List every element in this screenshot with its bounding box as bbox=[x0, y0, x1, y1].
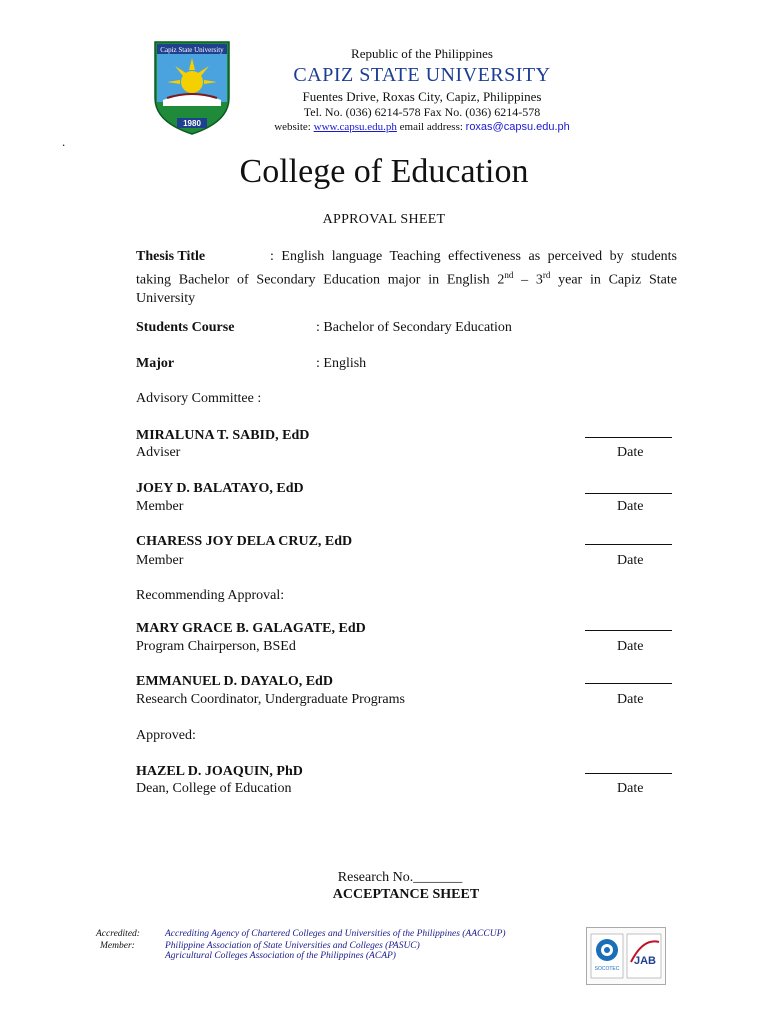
course-value: : Bachelor of Secondary Education bbox=[316, 320, 512, 335]
signature-line bbox=[585, 437, 672, 438]
acceptance-sheet-title: ACCEPTANCE SHEET bbox=[332, 887, 480, 902]
stray-dot: . bbox=[62, 134, 66, 149]
republic-line: Republic of the Philippines bbox=[351, 46, 493, 61]
signatory-role: Dean, College of Education bbox=[136, 781, 292, 796]
socotec-text: SOCOTEC bbox=[594, 966, 620, 972]
date-label: Date bbox=[617, 639, 644, 654]
thesis-title-end: year in Capiz State University bbox=[136, 272, 677, 306]
superscript-rd: rd bbox=[542, 270, 551, 280]
signature-line bbox=[585, 683, 672, 684]
signatory-name: HAZEL D. JOAQUIN, PhD bbox=[136, 764, 303, 779]
member-text-acap: Agricultural Colleges Association of the Philippines (ACAP) bbox=[165, 951, 396, 961]
university-seal-logo bbox=[153, 40, 231, 136]
signatory-role: Program Chairperson, BSEd bbox=[136, 639, 296, 654]
email-label: email address: bbox=[399, 121, 463, 133]
superscript-nd: nd bbox=[504, 270, 514, 280]
signatory-name: MARY GRACE B. GALAGATE, EdD bbox=[136, 621, 366, 636]
recommending-approval-label: Recommending Approval: bbox=[136, 588, 285, 603]
signatory-role: Member bbox=[136, 499, 184, 514]
signatory-role: Member bbox=[136, 553, 184, 568]
thesis-title-block bbox=[136, 248, 677, 308]
website-label: website: bbox=[274, 121, 311, 133]
signatory-name: EMMANUEL D. DAYALO, EdD bbox=[136, 674, 333, 689]
approved-label: Approved: bbox=[136, 728, 196, 743]
date-label: Date bbox=[617, 499, 644, 514]
approval-sheet-title: APPROVAL SHEET bbox=[322, 212, 446, 227]
date-label: Date bbox=[617, 445, 644, 460]
university-name: CAPIZ STATE UNIVERSITY bbox=[293, 64, 551, 86]
signatory-role: Research Coordinator, Undergraduate Programs bbox=[136, 692, 405, 707]
advisory-committee-label: Advisory Committee : bbox=[136, 391, 262, 406]
signatory-name: CHARESS JOY DELA CRUZ, EdD bbox=[136, 534, 353, 549]
college-title: College of Education bbox=[239, 153, 529, 190]
accredited-text: Accrediting Agency of Chartered Colleges and Universities of the Philippines (AACCUP) bbox=[165, 929, 506, 939]
major-value: : English bbox=[316, 356, 367, 371]
thesis-title-label: Thesis Title bbox=[136, 249, 206, 264]
member-text-pasuc: Philippine Association of State Universities and Colleges (PASUC) bbox=[165, 941, 420, 951]
signature-line bbox=[585, 630, 672, 631]
signature-line bbox=[585, 544, 672, 545]
certification-badges bbox=[586, 927, 666, 985]
major-label: Major bbox=[136, 356, 175, 371]
signatory-name: JOEY D. BALATAYO, EdD bbox=[136, 481, 304, 496]
signatory-role: Adviser bbox=[136, 445, 181, 460]
member-label: Member: bbox=[100, 941, 135, 951]
signature-line bbox=[585, 493, 672, 494]
research-number: Research No._______ bbox=[337, 870, 463, 885]
signature-line bbox=[585, 773, 672, 774]
website-link[interactable]: www.capsu.edu.ph bbox=[313, 121, 397, 133]
date-label: Date bbox=[617, 692, 644, 707]
course-label: Students Course bbox=[136, 320, 235, 335]
logo-year: 1980 bbox=[183, 119, 201, 128]
university-address: Fuentes Drive, Roxas City, Capiz, Philippines bbox=[302, 89, 542, 104]
thesis-title-text: : English language Teaching effectiveness as perceived by students taking Bachelor of Secondary Education major in English 2 bbox=[136, 249, 677, 288]
logo-text: Capiz State University bbox=[160, 46, 224, 54]
contact-line bbox=[232, 121, 612, 133]
email-link[interactable]: roxas@capsu.edu.ph bbox=[465, 121, 570, 133]
accredited-label: Accredited: bbox=[96, 929, 140, 939]
date-label: Date bbox=[617, 781, 644, 796]
signatory-name: MIRALUNA T. SABID, EdD bbox=[136, 428, 310, 443]
jab-text: JAB bbox=[633, 955, 657, 967]
date-label: Date bbox=[617, 553, 644, 568]
thesis-title-mid: – 3 bbox=[513, 272, 543, 288]
tel-fax-line: Tel. No. (036) 6214-578 Fax No. (036) 6214-578 bbox=[303, 105, 541, 119]
